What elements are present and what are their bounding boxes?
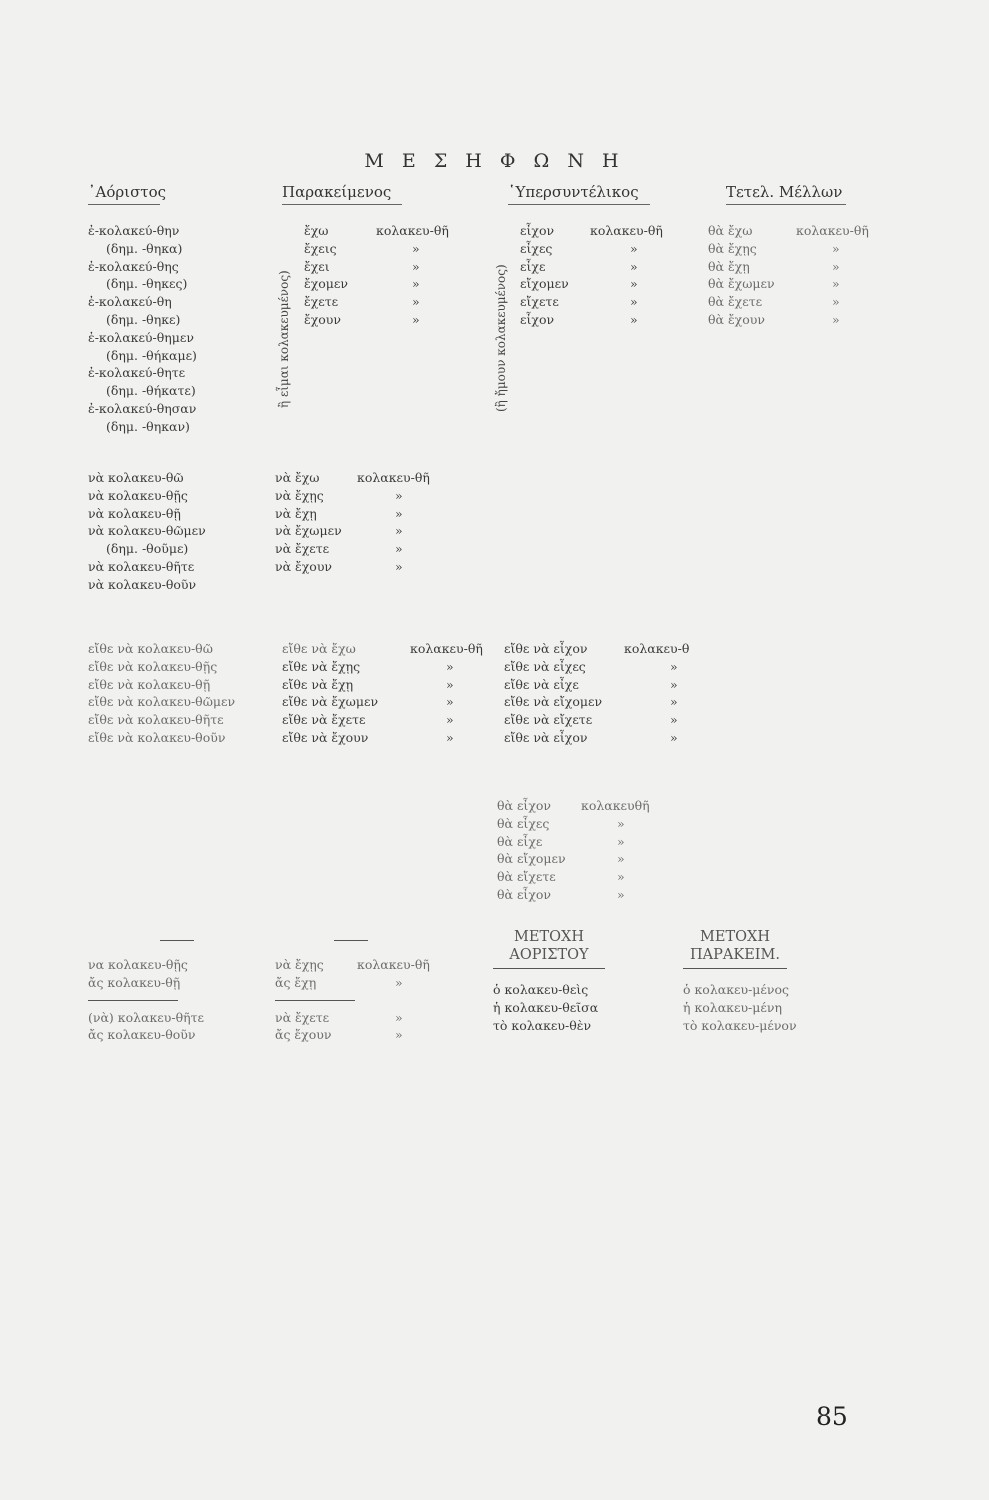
ditto-mark: » [617,886,625,902]
ditto-mark: » [446,729,454,745]
form-row: εἴθε νὰ κολακευ-θῆτε [88,712,224,728]
aux-verb: εἶχε [520,258,546,274]
aux-verb: ἄς ἔχῃ [275,974,317,990]
ditto-mark: » [617,869,625,885]
form-row: νὰ κολακευ-θῆτε [88,558,195,574]
metochi-aoristou-subheading: ΑΟΡΙΣΤΟΥ [493,946,605,969]
aux-verb: εἴχομεν [520,276,569,292]
participle: κολακευθῆ [581,798,650,813]
aux-verb: θὰ εἶχον [497,886,552,902]
block1-parakeimenos-column [304,222,476,329]
ditto-mark: » [670,712,678,728]
form-row: ἐ-κολακεύ-θης [88,258,179,274]
participle: κολακευ-θῆ [376,223,449,238]
form-row: εἴθε νὰ κολακευ-θῇς [88,658,218,674]
aux-verb: εἶχον [520,223,555,238]
aux-verb: εἴθε νὰ εἶχον [504,729,588,745]
aux-verb: εἴχετε [520,294,559,310]
form-row: να κολακευ-θῇς [88,957,188,972]
participle: κολακευ-θῆ [410,641,483,656]
aux-verb: εἶχον [520,311,555,327]
block5-aoristos-column [88,956,204,1044]
form-row: εἴθε νὰ κολακευ-θῇ [88,676,211,692]
ditto-mark: » [832,294,840,310]
form-row: (δημ. -θηκε) [106,311,181,327]
participle: κολακευ-θῆ [796,223,869,238]
page-number: 85 [816,1402,848,1431]
aux-verb: θὰ εἶχον [497,798,552,813]
ditto-mark: » [412,240,420,256]
ditto-mark: » [395,974,403,990]
ditto-mark: » [670,658,678,674]
participle-row: τὸ κολακευ-θὲν [493,1017,592,1033]
form-row: νὰ κολακευ-θῶ [88,470,184,485]
ditto-mark: » [395,541,403,557]
participle: κολακευ-θ [624,641,690,656]
block2-aoristos-column [88,469,206,594]
form-row: ἐ-κολακεύ-θησαν [88,400,197,416]
ditto-mark: » [630,276,638,292]
divider [160,940,194,941]
form-row: (δημ. -θηκες) [106,276,188,292]
ditto-mark: » [630,311,638,327]
ditto-mark: » [395,487,403,503]
form-row: ἐ-κολακεύ-θην [88,223,180,238]
metochi-parakeim-subheading: ΠΑΡΑΚΕΙΜ. [683,946,787,969]
divider [334,940,368,941]
participle: κολακευ-θῆ [357,470,430,485]
form-row: νὰ κολακευ-θῶμεν [88,523,206,539]
participle: κολακευ-θῆ [590,223,663,238]
ditto-mark: » [832,276,840,292]
form-row: ἐ-κολακεύ-θητε [88,365,186,381]
form-row: (δημ. -θήκαμε) [106,347,197,363]
aux-verb: νὰ ἔχετε [275,541,330,557]
aux-verb: θὰ εἶχες [497,815,550,831]
vertical-label-ypersyntelikos: (ἢ ἤμουν κολακευμένος) [494,264,508,412]
ditto-mark: » [395,1009,403,1025]
metochi-parakeim [683,928,823,1034]
ditto-mark: » [670,694,678,710]
ditto-mark: » [412,276,420,292]
participle-row: ὁ κολακευ-θεὶς [493,982,589,997]
participle-row: τὸ κολακευ-μένον [683,1017,797,1033]
aux-verb: θὰ ἔχωμεν [708,276,775,292]
aux-verb: εἴθε νὰ ἔχετε [282,712,366,728]
ditto-mark: » [617,815,625,831]
aux-verb: νὰ ἔχωμεν [275,523,342,539]
aux-verb: θὰ εἴχομεν [497,851,566,867]
aux-verb: θὰ εἴχετε [497,869,556,885]
aux-verb: ἔχομεν [304,276,349,292]
aux-verb: θὰ ἔχῃς [708,240,757,256]
form-row: εἴθε νὰ κολακευ-θῶμεν [88,694,236,710]
ditto-mark: » [395,558,403,574]
aux-verb: εἴθε νὰ ἔχῃς [282,658,361,674]
form-row: (δημ. -θηκα) [106,240,183,256]
metochi-aoristou-heading: ΜΕΤΟΧΗ [514,929,584,945]
ditto-mark: » [617,833,625,849]
ditto-mark: » [832,258,840,274]
block1-ypersyntelikos-column [520,222,700,329]
form-row: ἐ-κολακεύ-θημεν [88,329,194,345]
form-row: (δημ. -θήκατε) [106,383,196,399]
metochi-aoristou [493,928,605,1034]
ditto-mark: » [395,505,403,521]
aux-verb: εἴθε νὰ εἴχετε [504,712,593,728]
ditto-mark: » [412,294,420,310]
aux-verb: εἴθε νὰ ἔχῃ [282,676,354,692]
aux-verb: εἴθε νὰ εἶχες [504,658,586,674]
form-row: (δημ. -θοῦμε) [106,541,189,557]
aux-verb: ἔχω [304,223,329,238]
form-row: ἐ-κολακεύ-θη [88,294,172,310]
page-title: Μ Ε Σ Η Φ Ω Ν Η [364,150,625,172]
ditto-mark: » [670,676,678,692]
block3-parakeimenos-column [282,640,500,747]
metochi-parakeim-heading: ΜΕΤΟΧΗ [700,929,770,945]
aux-verb: εἴθε νὰ ἔχω [282,641,356,656]
form-row: (δημ. -θηκαν) [106,418,190,434]
ditto-mark: » [670,729,678,745]
aux-verb: ἔχετε [304,294,339,310]
ditto-mark: » [617,851,625,867]
ditto-mark: » [395,523,403,539]
block2-parakeimenos-column [275,469,457,576]
aux-verb: θὰ ἔχῃ [708,258,750,274]
block1-aoristos-column [88,222,197,436]
form-row: εἴθε νὰ κολακευ-θοῦν [88,729,226,745]
form-row: νὰ κολακευ-θῇς [88,487,188,503]
ditto-mark: » [446,712,454,728]
aux-verb: θὰ εἶχε [497,833,543,849]
aux-verb: νὰ ἔχῃς [275,487,324,503]
aux-verb: εἴθε νὰ ἔχωμεν [282,694,379,710]
ditto-mark: » [630,240,638,256]
ditto-mark: » [630,294,638,310]
aux-verb: ἔχει [304,258,330,274]
aux-verb: εἶχες [520,240,553,256]
block3-aoristos-column [88,640,235,747]
form-row: εἴθε νὰ κολακευ-θῶ [88,641,213,656]
form-row: ἄς κολακευ-θοῦν [88,1027,196,1043]
block3-ypersyntelikos-column [504,640,704,747]
aux-verb: θὰ ἔχουν [708,311,765,327]
aux-verb: θὰ ἔχω [708,223,753,238]
form-row: νὰ κολακευ-θοῦν [88,576,197,592]
aux-verb: εἴθε νὰ ἔχουν [282,729,369,745]
form-row: νὰ κολακευ-θῇ [88,505,181,521]
form-row: (νὰ) κολακευ-θῆτε [88,1009,204,1025]
participle-row: ὁ κολακευ-μένος [683,982,790,997]
header-parakeimenos: Παρακείμενος [282,183,402,205]
vertical-label-parakeimenos: ἢ εἶμαι κολακευμένος) [277,270,291,408]
block1-tetel-mellon-column [708,222,892,329]
aux-verb: εἴθε νὰ εἶχον [504,641,588,656]
aux-verb: νὰ ἔχουν [275,558,333,574]
aux-verb: ἔχουν [304,311,342,327]
aux-verb: εἴθε νὰ εἴχομεν [504,694,603,710]
aux-verb: νὰ ἔχω [275,470,320,485]
form-row: ἄς κολακευ-θῇ [88,974,181,990]
aux-verb: εἴθε νὰ εἶχε [504,676,579,692]
block4-conditional-column [497,797,681,904]
ditto-mark: » [832,311,840,327]
aux-verb: νὰ ἔχῃς [275,957,324,972]
aux-verb: νὰ ἔχετε [275,1009,330,1025]
ditto-mark: » [446,694,454,710]
header-ypersyntelikos: ῾Υπερσυντέλικος [508,183,650,205]
header-aoristos: ᾿Αόριστος [88,183,160,205]
participle-row: ἡ κολακευ-θεῖσα [493,999,599,1015]
participle: κολακευ-θῆ [357,957,430,972]
participle-row: ἡ κολακευ-μένη [683,999,782,1015]
ditto-mark: » [412,311,420,327]
aux-verb: θὰ ἔχετε [708,294,763,310]
ditto-mark: » [395,1027,403,1043]
ditto-mark: » [832,240,840,256]
aux-verb: ἄς ἔχουν [275,1027,332,1043]
ditto-mark: » [446,676,454,692]
aux-verb: ἔχεις [304,240,337,256]
aux-verb: νὰ ἔχῃ [275,505,317,521]
ditto-mark: » [446,658,454,674]
block5-parakeimenos-column [275,956,457,1044]
ditto-mark: » [630,258,638,274]
ditto-mark: » [412,258,420,274]
header-tetel-mellon: Τετελ. Μέλλων [726,183,846,205]
